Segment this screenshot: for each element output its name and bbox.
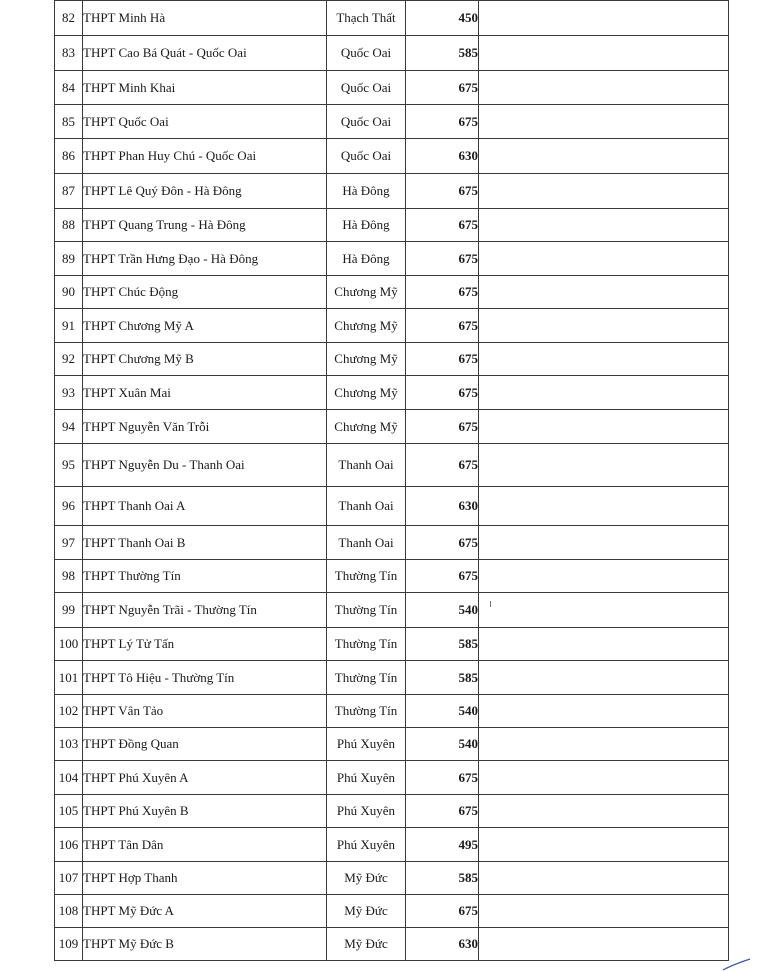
table-row — [55, 309, 729, 343]
table-row — [55, 862, 729, 895]
note-cell — [479, 728, 729, 761]
school-name: THPT Chương Mỹ A — [83, 309, 327, 343]
pen-stroke-icon — [722, 957, 752, 971]
district-name: Phú Xuyên — [327, 795, 406, 828]
row-number: 105 — [55, 795, 83, 828]
school-name: THPT Quốc Oai — [83, 105, 327, 139]
district-name: Phú Xuyên — [327, 728, 406, 761]
row-number: 102 — [55, 695, 83, 728]
row-number: 93 — [55, 376, 83, 410]
table-row — [55, 444, 729, 487]
school-name: THPT Hợp Thanh — [83, 862, 327, 895]
note-cell — [479, 761, 729, 795]
table-row — [55, 728, 729, 761]
table-row — [55, 276, 729, 309]
row-number: 109 — [55, 928, 83, 961]
row-number: 95 — [55, 444, 83, 487]
row-number: 96 — [55, 487, 83, 526]
table-row — [55, 761, 729, 795]
note-cell — [479, 343, 729, 376]
table-row — [55, 410, 729, 444]
note-cell — [479, 862, 729, 895]
district-name: Chương Mỹ — [327, 343, 406, 376]
note-cell — [479, 105, 729, 139]
row-number: 84 — [55, 71, 83, 105]
district-name: Phú Xuyên — [327, 761, 406, 795]
quota-value: 675 — [406, 343, 479, 376]
school-name: THPT Lý Tử Tấn — [83, 628, 327, 661]
district-name: Quốc Oai — [327, 105, 406, 139]
district-name: Thường Tín — [327, 695, 406, 728]
note-cell — [479, 209, 729, 242]
quota-value: 675 — [406, 71, 479, 105]
district-name: Thường Tín — [327, 593, 406, 628]
school-name: THPT Thanh Oai A — [83, 487, 327, 526]
table-row — [55, 628, 729, 661]
note-cell — [479, 661, 729, 695]
stray-mark — [490, 601, 491, 607]
quota-value: 585 — [406, 862, 479, 895]
district-name: Thạch Thất — [327, 1, 406, 36]
quota-value: 540 — [406, 728, 479, 761]
table-row — [55, 487, 729, 526]
note-cell — [479, 928, 729, 961]
table-row — [55, 560, 729, 593]
quota-value: 675 — [406, 309, 479, 343]
row-number: 83 — [55, 36, 83, 71]
table-row — [55, 661, 729, 695]
district-name: Thanh Oai — [327, 487, 406, 526]
school-name: THPT Tân Dân — [83, 828, 327, 862]
note-cell — [479, 895, 729, 928]
district-name: Chương Mỹ — [327, 276, 406, 309]
school-name: THPT Mỹ Đức A — [83, 895, 327, 928]
row-number: 106 — [55, 828, 83, 862]
quota-value: 675 — [406, 895, 479, 928]
note-cell — [479, 526, 729, 560]
district-name: Mỹ Đức — [327, 928, 406, 961]
quota-value: 675 — [406, 795, 479, 828]
quota-value: 630 — [406, 139, 479, 174]
table-row — [55, 343, 729, 376]
school-name: THPT Minh Hà — [83, 1, 327, 36]
note-cell — [479, 487, 729, 526]
note-cell — [479, 242, 729, 276]
school-name: THPT Nguyễn Du - Thanh Oai — [83, 444, 327, 487]
school-name: THPT Vân Tảo — [83, 695, 327, 728]
quota-value: 585 — [406, 661, 479, 695]
district-name: Thường Tín — [327, 661, 406, 695]
quota-value: 675 — [406, 376, 479, 410]
table-row — [55, 895, 729, 928]
district-name: Chương Mỹ — [327, 376, 406, 410]
school-name: THPT Xuân Mai — [83, 376, 327, 410]
district-name: Phú Xuyên — [327, 828, 406, 862]
school-name: THPT Chúc Động — [83, 276, 327, 309]
note-cell — [479, 36, 729, 71]
row-number: 97 — [55, 526, 83, 560]
note-cell — [479, 628, 729, 661]
table-row — [55, 105, 729, 139]
note-cell — [479, 828, 729, 862]
district-name: Chương Mỹ — [327, 410, 406, 444]
district-name: Hà Đông — [327, 209, 406, 242]
table-row — [55, 71, 729, 105]
note-cell — [479, 1, 729, 36]
row-number: 94 — [55, 410, 83, 444]
quota-value: 675 — [406, 105, 479, 139]
row-number: 87 — [55, 174, 83, 209]
table-row — [55, 36, 729, 71]
row-number: 88 — [55, 209, 83, 242]
quota-value: 675 — [406, 560, 479, 593]
note-cell — [479, 71, 729, 105]
quota-value: 675 — [406, 242, 479, 276]
school-name: THPT Lê Quý Đôn - Hà Đông — [83, 174, 327, 209]
table-row — [55, 376, 729, 410]
school-quota-table — [54, 0, 729, 961]
row-number: 85 — [55, 105, 83, 139]
quota-value: 675 — [406, 444, 479, 487]
table-row — [55, 593, 729, 628]
district-name: Chương Mỹ — [327, 309, 406, 343]
note-cell — [479, 139, 729, 174]
quota-value: 630 — [406, 487, 479, 526]
district-name: Quốc Oai — [327, 71, 406, 105]
table-row — [55, 928, 729, 961]
row-number: 90 — [55, 276, 83, 309]
quota-value: 675 — [406, 174, 479, 209]
district-name: Mỹ Đức — [327, 895, 406, 928]
note-cell — [479, 276, 729, 309]
table-row — [55, 695, 729, 728]
school-name: THPT Phan Huy Chú - Quốc Oai — [83, 139, 327, 174]
note-cell — [479, 376, 729, 410]
district-name: Hà Đông — [327, 174, 406, 209]
school-name: THPT Trần Hưng Đạo - Hà Đông — [83, 242, 327, 276]
school-name: THPT Nguyễn Văn Trỗi — [83, 410, 327, 444]
district-name: Thường Tín — [327, 560, 406, 593]
district-name: Thanh Oai — [327, 444, 406, 487]
school-name: THPT Đồng Quan — [83, 728, 327, 761]
district-name: Quốc Oai — [327, 36, 406, 71]
note-cell — [479, 593, 729, 628]
row-number: 103 — [55, 728, 83, 761]
district-name: Thanh Oai — [327, 526, 406, 560]
row-number: 89 — [55, 242, 83, 276]
district-name: Hà Đông — [327, 242, 406, 276]
table-body — [55, 1, 729, 961]
quota-value: 540 — [406, 695, 479, 728]
quota-value: 630 — [406, 928, 479, 961]
note-cell — [479, 444, 729, 487]
table-row — [55, 828, 729, 862]
table-row — [55, 174, 729, 209]
table-row — [55, 209, 729, 242]
note-cell — [479, 695, 729, 728]
row-number: 99 — [55, 593, 83, 628]
school-name: THPT Mỹ Đức B — [83, 928, 327, 961]
quota-value: 450 — [406, 1, 479, 36]
row-number: 107 — [55, 862, 83, 895]
row-number: 104 — [55, 761, 83, 795]
quota-value: 675 — [406, 410, 479, 444]
quota-value: 540 — [406, 593, 479, 628]
table-row — [55, 795, 729, 828]
district-name: Quốc Oai — [327, 139, 406, 174]
row-number: 91 — [55, 309, 83, 343]
row-number: 101 — [55, 661, 83, 695]
note-cell — [479, 410, 729, 444]
row-number: 98 — [55, 560, 83, 593]
table-row — [55, 526, 729, 560]
row-number: 82 — [55, 1, 83, 36]
quota-value: 585 — [406, 628, 479, 661]
table-row — [55, 139, 729, 174]
school-name: THPT Thanh Oai B — [83, 526, 327, 560]
district-name: Thường Tín — [327, 628, 406, 661]
quota-value: 675 — [406, 209, 479, 242]
quota-value: 675 — [406, 526, 479, 560]
school-name: THPT Quang Trung - Hà Đông — [83, 209, 327, 242]
school-name: THPT Cao Bá Quát - Quốc Oai — [83, 36, 327, 71]
school-name: THPT Nguyễn Trãi - Thường Tín — [83, 593, 327, 628]
school-name: THPT Tô Hiệu - Thường Tín — [83, 661, 327, 695]
school-name: THPT Phú Xuyên B — [83, 795, 327, 828]
quota-value: 585 — [406, 36, 479, 71]
table-row — [55, 1, 729, 36]
quota-value: 675 — [406, 761, 479, 795]
district-name: Mỹ Đức — [327, 862, 406, 895]
note-cell — [479, 795, 729, 828]
note-cell — [479, 174, 729, 209]
quota-value: 495 — [406, 828, 479, 862]
school-name: THPT Minh Khai — [83, 71, 327, 105]
school-name: THPT Phú Xuyên A — [83, 761, 327, 795]
school-name: THPT Thường Tín — [83, 560, 327, 593]
row-number: 108 — [55, 895, 83, 928]
row-number: 100 — [55, 628, 83, 661]
table-row — [55, 242, 729, 276]
row-number: 92 — [55, 343, 83, 376]
note-cell — [479, 309, 729, 343]
quota-value: 675 — [406, 276, 479, 309]
note-cell — [479, 560, 729, 593]
school-name: THPT Chương Mỹ B — [83, 343, 327, 376]
row-number: 86 — [55, 139, 83, 174]
